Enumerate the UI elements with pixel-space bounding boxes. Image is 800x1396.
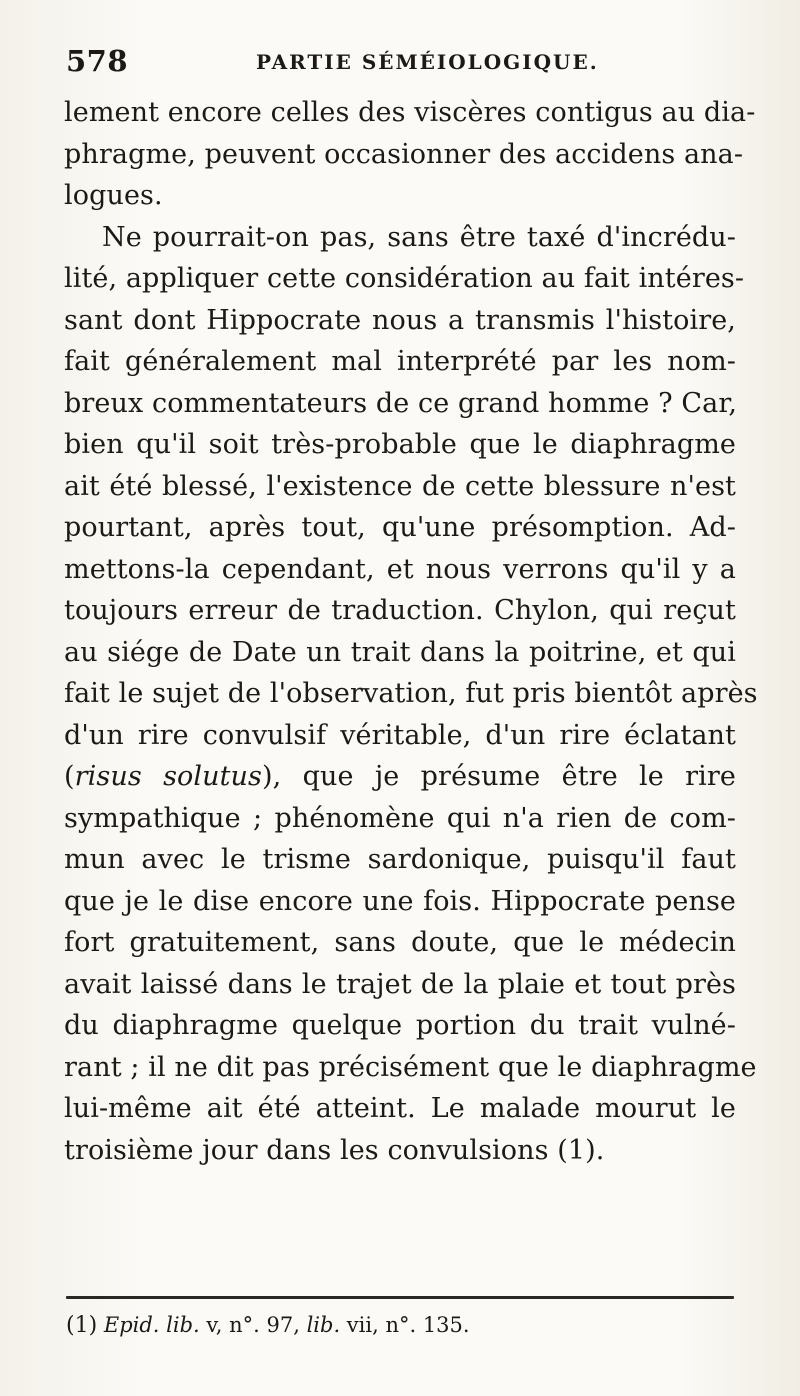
text-line: bien qu'il soit très-probable que le diaphragme [64, 429, 736, 460]
text-line: que je le dise encore une fois. Hippocrate pense [64, 885, 736, 917]
running-head: PARTIE SÉMÉIOLOGIQUE. [256, 50, 599, 74]
text-line: ait été blessé, l'existence de cette blessure n'est [64, 470, 736, 502]
text-line: troisième jour dans les convulsions (1). [64, 1134, 605, 1166]
text-line: avait laissé dans le trajet de la plaie et tout près [64, 968, 736, 1000]
text-line: toujours erreur de traduction. Chylon, qui reçut [64, 595, 736, 626]
text-line: fort gratuitement, sans doute, que le médecin [64, 927, 736, 958]
text-line: lité, appliquer cette considération au fait intéres- [64, 263, 745, 294]
text-line: lement encore celles des viscères contigus au dia- [64, 97, 756, 128]
text-line: Ne pourrait-on pas, sans être taxé d'incrédu- [102, 221, 736, 253]
line-remainder: ), que je présume être le rire [262, 761, 736, 792]
body-text [64, 92, 758, 1171]
text-line: logues. [64, 180, 163, 211]
latin-phrase: risus solutus [74, 761, 262, 792]
text-line: sympathique ; phénomène qui n'a rien de com- [64, 802, 736, 834]
footnote-divider [66, 1296, 734, 1299]
text-line: breux commentateurs de ce grand homme ? Car, [64, 387, 738, 419]
text-line: mettons-la cependant, et nous verrons qu'il y a [64, 553, 736, 585]
text-line: fait le sujet de l'observation, fut pris bientôt après [64, 678, 758, 709]
footnote-ref-text: vii, n°. 135. [340, 1313, 470, 1337]
text-line: sant dont Hippocrate nous a transmis l'histoire, [64, 304, 736, 336]
page-number: 578 [66, 44, 129, 78]
text-line: rant ; il ne dit pas précisément que le diaphragme [64, 1051, 757, 1083]
text-line: phragme, peuvent occasionner des accidens ana- [64, 138, 744, 170]
footnote-ref-italic: lib. [306, 1313, 341, 1337]
footnote-ref-italic: Epid. lib. [103, 1313, 200, 1337]
text-line: lui-même ait été atteint. Le malade mourut le [64, 1093, 736, 1124]
text-line: pourtant, après tout, qu'une présomption. Ad- [64, 512, 736, 543]
footnote-ref-text: v, n°. 97, [199, 1313, 307, 1337]
footnote-marker: (1) [66, 1313, 98, 1338]
text-line: au siége de Date un trait dans la poitrine, et qui [64, 636, 736, 668]
text-line-with-italic [64, 756, 736, 798]
text-line: fait généralement mal interprété par les nom- [64, 346, 736, 377]
text-line: du diaphragme quelque portion du trait vulné- [64, 1010, 736, 1041]
page-header [66, 44, 726, 88]
footnote [66, 1308, 734, 1343]
text-line: mun avec le trisme sardonique, puisqu'il faut [64, 844, 736, 875]
text-line: d'un rire convulsif véritable, d'un rire éclatant [64, 719, 736, 751]
paren-open: ( [64, 761, 75, 792]
